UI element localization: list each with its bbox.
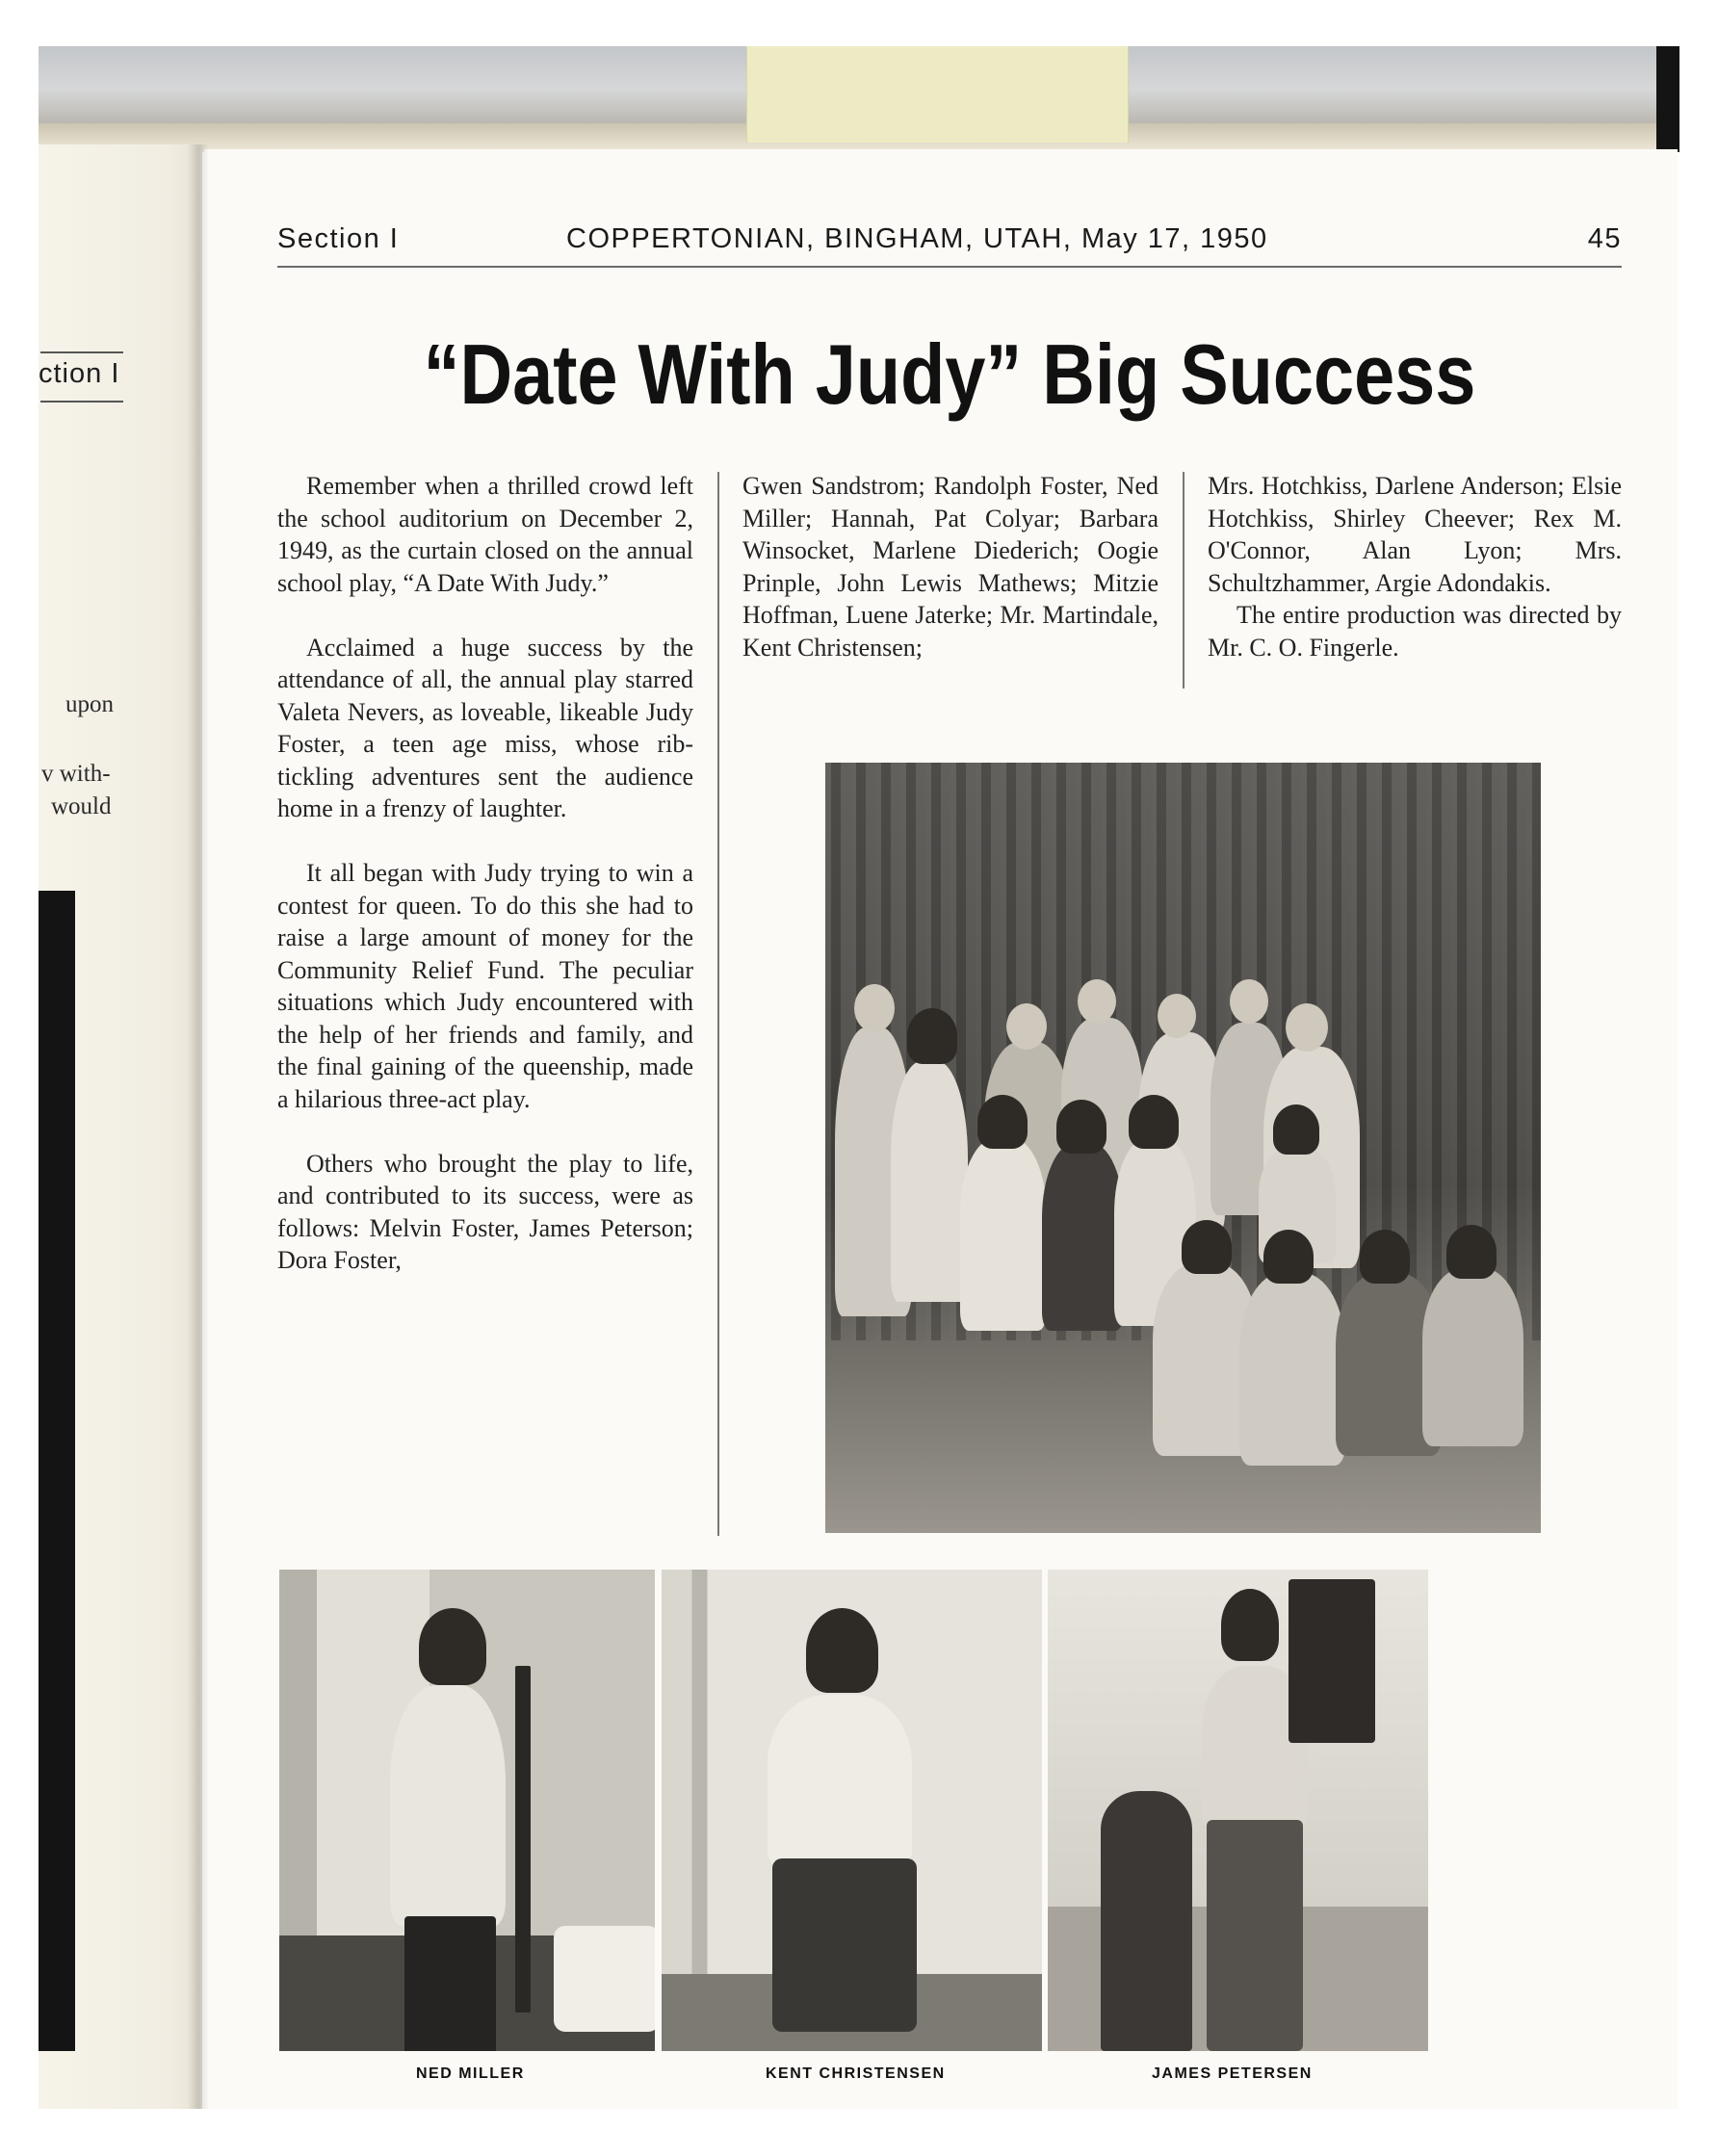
header-rule — [277, 266, 1622, 268]
tape-strip — [746, 46, 1129, 143]
left-page-rule-top — [40, 351, 123, 353]
article-paragraph: Gwen Sandstrom; Randolph Foster, Ned Miller; Hannah, Pat Colyar; Barbara Winsocket, Marlene Diederich; Oogie Prinple, John Lewis Mathews; Mitzie Hoffman, Luene Jaterke; Mr. Martindale, Kent Christensen; — [742, 472, 1158, 662]
left-page-text-fragment: v with- — [41, 761, 111, 787]
article-paragraph: Mrs. Hotchkiss, Darlene Anderson; Elsie Hotchkiss, Shirley Cheever; Rex M. O'Connor, Alan Lyon; Mrs. Schultzhammer, Argie Adondakis. — [1208, 472, 1622, 597]
headline: “Date With Judy” Big Success — [423, 326, 1476, 422]
column-rule — [717, 472, 719, 1536]
header-page-number: 45 — [1587, 223, 1622, 254]
photo-caption: JAMES PETERSEN — [1152, 2065, 1313, 2082]
article-paragraph: Others who brought the play to life, and contributed to its success, were as follows: Melvin Foster, James Peterson; Dora Foster, — [277, 1149, 693, 1274]
header-section: Section I — [277, 223, 400, 254]
article-column-3 — [1208, 470, 1622, 663]
page-header — [277, 223, 1622, 262]
header-publication: COPPERTONIAN, BINGHAM, UTAH, May 17, 1950 — [566, 223, 1268, 254]
spine-shadow — [188, 144, 209, 2109]
left-page-rule-bottom — [40, 401, 123, 403]
left-page-text-fragment: would — [51, 793, 112, 819]
cast-group-photo — [825, 763, 1541, 1533]
kent-christensen-photo — [662, 1570, 1042, 2051]
article-paragraph: Remember when a thrilled crowd left the school auditorium on December 2, 1949, as the curtain closed on the annual school play, “A Date With Judy.” — [277, 472, 693, 597]
left-page-section-fragment: ction I — [39, 358, 120, 389]
article-paragraph: Acclaimed a huge success by the attendance of all, the annual play starred Valeta Nevers, as loveable, likeable Judy Foster, a teen age miss, whose rib-tickling adventures sent the audience home in a frenzy of laughter. — [277, 633, 693, 822]
left-page-text-fragment: upon — [65, 691, 114, 717]
ned-miller-photo — [279, 1570, 655, 2051]
scan-corner-shadow — [1656, 46, 1679, 152]
column-rule — [1183, 472, 1184, 688]
photo-caption: NED MILLER — [416, 2065, 525, 2082]
article-column-1 — [277, 470, 693, 1277]
article-column-2 — [742, 470, 1158, 663]
left-page-black-bar — [39, 891, 75, 2051]
article-paragraph: It all began with Judy trying to win a contest for queen. To do this she had to raise a large amount of money for the Community Relief Fund. The peculiar situations which Judy encountered with the help of her friends and family, and the final gaining of the queenship, made a hilarious three-act play. — [277, 859, 693, 1113]
article-paragraph: The entire production was directed by Mr. C. O. Fingerle. — [1208, 601, 1622, 662]
photo-caption: KENT CHRISTENSEN — [766, 2065, 946, 2082]
james-petersen-photo — [1048, 1570, 1428, 2051]
